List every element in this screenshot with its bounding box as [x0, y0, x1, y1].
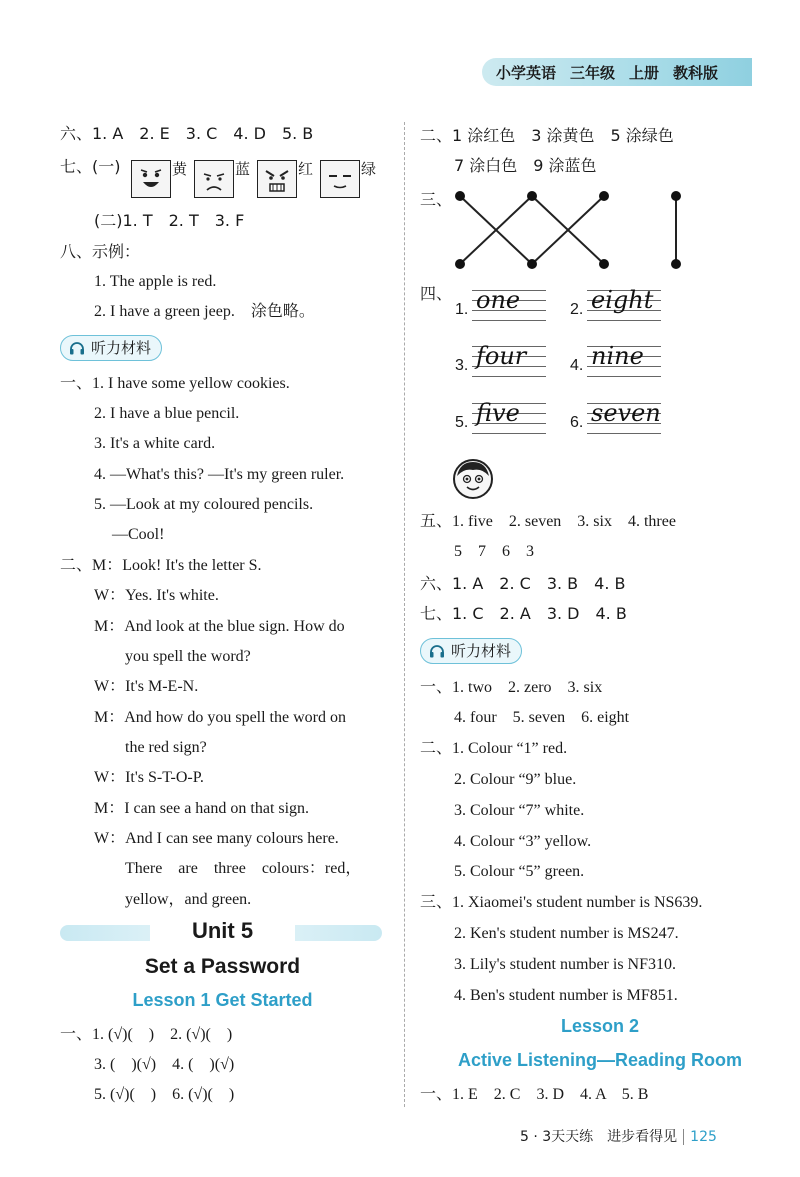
- face-color-label: 绿: [361, 160, 377, 178]
- dialogue-line: M：I can see a hand on that sign.: [94, 800, 310, 817]
- lesson-title: Lesson 1 Get Started: [132, 990, 313, 1010]
- answer-section-7-label: 七、(一): [60, 157, 121, 176]
- answer-section-5: 五、1. five 2. seven 3. six 4. three: [420, 513, 676, 530]
- handwritten-word: eight: [591, 286, 654, 314]
- handwritten-word: nine: [591, 342, 644, 370]
- write-number: 1.: [455, 301, 469, 318]
- column-divider: [404, 122, 405, 1107]
- footer-slogan: 5 · 3天天练 进步看得见: [520, 1129, 678, 1145]
- handwriting-box: [472, 397, 546, 435]
- handwriting-box: [587, 397, 661, 435]
- listening-line: 一、1. two 2. zero 3. six: [420, 679, 603, 696]
- write-number: 4.: [570, 357, 584, 374]
- book-info: [496, 62, 732, 83]
- dialogue-line: W：It's M-E-N.: [94, 678, 199, 695]
- listening-line: 2. Ken's student number is MS247.: [454, 925, 679, 942]
- listening-line: 3. It's a white card.: [94, 435, 216, 452]
- listening-line: 5. Colour “5” green.: [454, 863, 585, 880]
- dialogue-line: yellow，and green.: [125, 891, 252, 908]
- dialogue-line: the red sign?: [125, 739, 207, 756]
- subject: 小学英语: [496, 64, 557, 82]
- answer-section-4-label: 四、: [420, 284, 453, 303]
- dialogue-line: you spell the word?: [125, 648, 251, 665]
- dialogue-line: W：It's S-T-O-P.: [94, 769, 204, 786]
- listening-line: 2. Colour “9” blue.: [454, 771, 577, 788]
- face-color-label: 蓝: [235, 160, 251, 178]
- answer-section-2: 二、1 涂红色 3 涂黄色 5 涂绿色: [420, 126, 674, 145]
- edition: 教科版: [673, 64, 719, 82]
- boy-face-icon: [452, 458, 494, 500]
- listening-line: 4. —What's this? —It's my green ruler.: [94, 466, 345, 483]
- answer-section-3-label: 三、: [420, 190, 453, 209]
- dialogue-line: There are three colours：red，: [125, 860, 362, 877]
- listening-line: 3. Colour “7” white.: [454, 802, 585, 819]
- listening-material-label: 听力材料: [420, 638, 522, 664]
- dialogue-line: W：Yes. It's white.: [94, 587, 219, 604]
- lesson-subtitle: Active Listening—Reading Room: [457, 1050, 743, 1070]
- dialogue-line: M：And look at the blue sign. How do: [94, 618, 345, 635]
- unit-title: Unit 5: [150, 918, 295, 944]
- write-number: 6.: [570, 414, 584, 431]
- listening-line: 4. Ben's student number is MF851.: [454, 987, 678, 1004]
- dialogue-line: 二、M：Look! It's the letter S.: [60, 557, 262, 574]
- listening-line: 4. Colour “3” yellow.: [454, 833, 592, 850]
- listening-material-label: 听力材料: [60, 335, 162, 361]
- handwritten-word: one: [476, 286, 521, 314]
- listening-line: 5. —Look at my coloured pencils.: [94, 496, 314, 513]
- listening-line: 三、1. Xiaomei's student number is NS639.: [420, 894, 703, 911]
- listening-line: 一、1. I have some yellow cookies.: [60, 375, 290, 392]
- headphones-icon: [69, 341, 85, 355]
- lesson-answer-line: 3. ( )(√) 4. ( )(√): [94, 1056, 235, 1073]
- answer-section-6: 六、1. A 2. C 3. B 4. B: [420, 574, 626, 593]
- handwritten-word: seven: [591, 399, 661, 427]
- page-number: 125: [683, 1129, 717, 1145]
- listening-line: 3. Lily's student number is NF310.: [454, 956, 676, 973]
- grade: 三年级: [570, 64, 616, 82]
- listening-line: 二、1. Colour “1” red.: [420, 740, 568, 757]
- answer-section-7-part2: (二)1. T 2. T 3. F: [94, 211, 245, 230]
- lesson-answer-line: 一、1. (√)( ) 2. (√)( ): [60, 1026, 233, 1043]
- sad-face-icon: [194, 160, 234, 198]
- dialogue-line: M：And how do you spell the word on: [94, 709, 346, 726]
- answer-section-7: 七、1. C 2. A 3. D 4. B: [420, 604, 627, 623]
- listening-line: 2. I have a blue pencil.: [94, 405, 240, 422]
- handwritten-word: five: [476, 399, 520, 427]
- example-sentence: 1. The apple is red.: [94, 273, 217, 290]
- listening-line: 4. four 5. seven 6. eight: [454, 709, 630, 726]
- page-footer: [520, 1126, 717, 1146]
- listening-line: —Cool!: [112, 526, 165, 543]
- matching-lines: [450, 186, 690, 272]
- angry-face-icon: [257, 160, 297, 198]
- lesson-answer-line: 5. (√)( ) 6. (√)( ): [94, 1086, 235, 1103]
- handwriting-box: [472, 340, 546, 378]
- write-number: 5.: [455, 414, 469, 431]
- handwriting-box: [587, 340, 661, 378]
- answer-section-5-cont: 5 7 6 3: [454, 543, 535, 560]
- volume: 上册: [629, 64, 660, 82]
- face-color-label: 黄: [172, 160, 188, 178]
- lesson-answer-line: 一、1. E 2. C 3. D 4. A 5. B: [420, 1086, 649, 1103]
- dialogue-line: W：And I can see many colours here.: [94, 830, 339, 847]
- write-number: 2.: [570, 301, 584, 318]
- lesson-title: Lesson 2: [560, 1016, 640, 1036]
- answer-section-2-cont: 7 涂白色 9 涂蓝色: [454, 156, 597, 175]
- headphones-icon: [429, 644, 445, 658]
- calm-face-icon: [320, 160, 360, 198]
- example-sentence: 2. I have a green jeep. 涂色略。: [94, 303, 315, 320]
- handwriting-box: [587, 284, 661, 322]
- unit-subtitle: Set a Password: [144, 955, 301, 978]
- answer-section-8-label: 八、示例：: [60, 242, 141, 261]
- answer-section-6: 六、1. A 2. E 3. C 4. D 5. B: [60, 124, 314, 143]
- handwritten-word: four: [476, 342, 527, 370]
- face-color-label: 红: [298, 160, 314, 178]
- happy-face-icon: [131, 160, 171, 198]
- write-number: 3.: [455, 357, 469, 374]
- handwriting-box: [472, 284, 546, 322]
